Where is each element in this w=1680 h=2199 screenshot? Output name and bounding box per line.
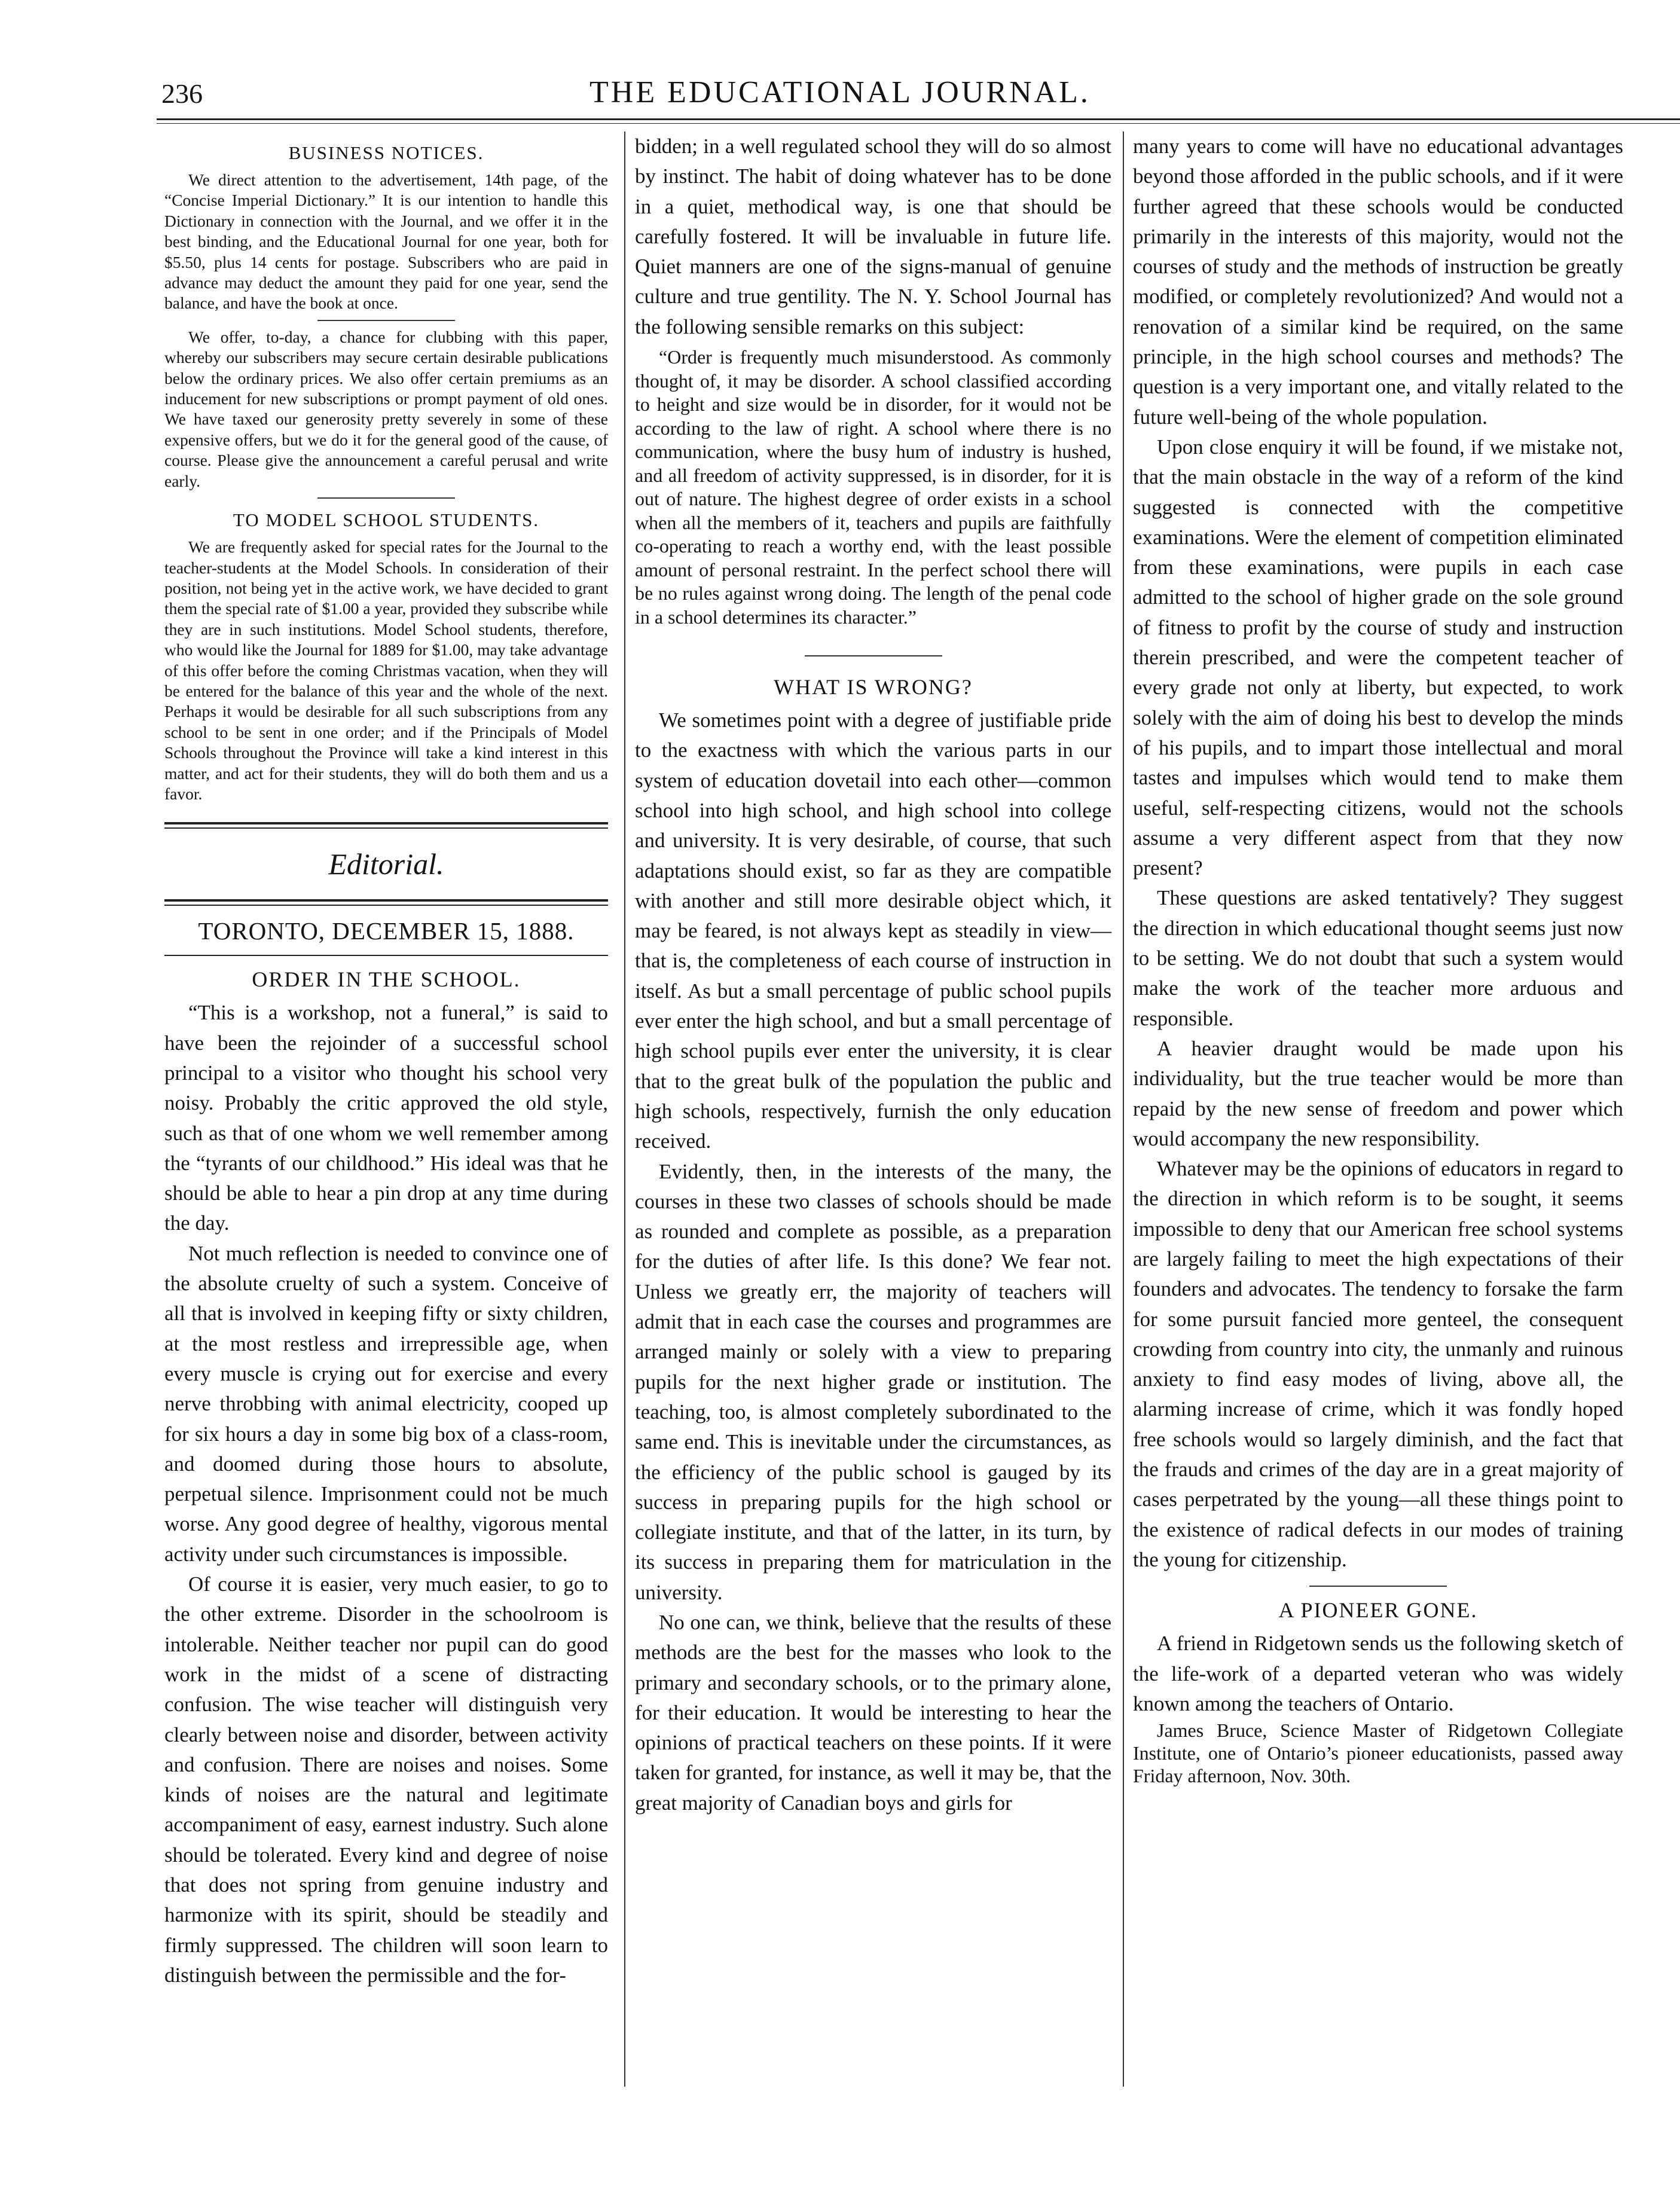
- wrong-paragraph: A heavier draught would be made upon his individuality, but the true teacher would be more than repaid by the new sense of freedom and power which would accompany the new responsibility.: [1133, 1036, 1623, 1150]
- section-rule: [317, 497, 455, 499]
- section-rule: [805, 655, 942, 656]
- wrong-paragraph: We sometimes point with a degree of justifiable pride to the exactness with which the various parts in our system of education dovetail into each other—common school into high school, and high school into college and university. It is very desirable, of course, that such adaptations should exist, so far as they are compatible with another and still more desirable object which, it may be feared, is not always kept as steadily in view—that is, the completeness of each course of instruction in itself. As but a small percentage of public school pupils ever enter the high school, and but a small percentage of high school pupils ever enter the university, it is clear that to the great bulk of the population the public and high schools, respectively, furnish the only education received.: [635, 708, 1111, 1153]
- pioneer-gone-heading: A PIONEER GONE.: [1278, 1598, 1478, 1623]
- business-notices-paragraph: We direct attention to the advertisement, 14th page, of the “Concise Imperial Dictionary.” It is our intention to handle this Dictionary in connection with the Journal, and we offer it in the best binding, and the Educational Journal for one year, both for $5.50, plus 14 cents for postage. Subscribers who are paid in advance may deduct the amount they paid for one year, send the balance, and have the book at once.: [164, 170, 608, 313]
- wrong-paragraph: Upon close enquiry it will be found, if we mistake not, that the main obstacle in the way of a reform of the kind suggested is connected with the competitive examinations. Were the element of competition eliminated from these examinations, were pupils in each case admitted to the school of higher grade on the sole ground of fitness to profit by the course of study and instruction therein prescribed, and were the competent teacher of every grade not only at liberty, but expected, to work solely with the aim of doing his best to develop the minds of his pupils, and to impart those intellectual and moral tastes and impulses which would tend to make them useful, self-respecting citizens, would not the schools assume a very different aspect from that they now present?: [1133, 435, 1623, 880]
- editorial-rule-thin: [164, 905, 608, 906]
- order-paragraph: Of course it is easier, very much easier, to go to the other extreme. Disorder in the schoolroom is intolerable. Neither teacher nor pupil can do good work in the midst of a scene of distracting confusion. The wise teacher will distinguish very clearly between noise and disorder, between activity and confusion. There are noises and noises. Some kinds of noises are the natural and legitimate accompaniment of easy, earnest industry. Such alone should be tolerated. Every kind and degree of noise that does not spring from genuine industry and harmonize with its spirit, should be steadily and firmly suppressed. The children will soon learn to distinguish between the permissible and the for-: [164, 1572, 608, 1987]
- order-in-school-heading: ORDER IN THE SCHOOL.: [252, 967, 521, 992]
- section-rule: [1309, 1586, 1447, 1587]
- header-rule: [157, 118, 1680, 120]
- pioneer-paragraph: A friend in Ridgetown sends us the following sketch of the life-work of a departed veteran who was widely known among the teachers of Ontario.: [1133, 1632, 1623, 1715]
- column-1: [164, 132, 608, 1990]
- editorial-dateline: TORONTO, DECEMBER 15, 1888.: [198, 917, 575, 945]
- model-school-paragraph: We are frequently asked for special rates for the Journal to the teacher-students at the Model Schools. In consideration of their position, not being yet in the active work, we have decided to grant them the special rate of $1.00 a year, provided they subscribe while they are in such institutions. Model School students, therefore, who would like the Journal for 1889 for $1.00, may take advantage of this offer before the coming Christmas vacation, when they will be entered for the balance of this year and the whole of the next. Perhaps it would be desirable for all such subscriptions from any school to be sent in one order; and if the Principals of Model Schools throughout the Province will take a kind interest in this matter, and act for their students, they will do both them and us a favor.: [164, 537, 608, 803]
- wrong-paragraph: Evidently, then, in the interests of the many, the courses in these two classes of schools should be made as rounded and complete as possible, as a preparation for the duties of after life. Is this done? We fear not. Unless we greatly err, the majority of teachers will admit that in each case the courses and programmes are arranged mainly or solely with a view to preparing pupils for the next higher grade or institution. The teaching, too, is almost completely subordinated to the same end. This is inevitable under the circumstances, as the efficiency of the public school is gauged by its success in preparing pupils for the high school or collegiate institute, and that of the latter, in its turn, by its success in preparing them for matriculation in the university.: [635, 1159, 1111, 1604]
- order-quote: “Order is frequently much misunderstood. As commonly thought of, it may be disorder. A school classified according to height and size would be in disorder, for it would not be according to the law of right. A school where there is no communication, where the busy hum of industry is hushed, and all freedom of activity suppressed, is in disorder, for it is out of nature. The highest degree of order exists in a school when all the members of it, teachers and pupils are faithfully co-operating to reach a worthy end, with the least possible amount of personal restraint. In the perfect school there will be no rules against wrong doing. The length of the penal code in a school determines its character.”: [635, 346, 1111, 628]
- column-2: [635, 132, 1111, 1818]
- order-paragraph: “This is a workshop, not a funeral,” is said to have been the rejoinder of a successful school principal to a visitor who thought his school very noisy. Probably the critic approved the old style, such as that of one whom we well remember among the “tyrants of our childhood.” His ideal was that he should be able to hear a pin drop at any time during the day.: [164, 1001, 608, 1235]
- header-rule-thin: [157, 123, 1680, 124]
- wrong-paragraph-continued: many years to come will have no educational advantages beyond those afforded in the public schools, and if it were further agreed that these schools would be conducted primarily in the interests of this majority, would not the courses of study and the methods of instruction be greatly modified, or completely revolutionized? And would not a renovation of a similar kind be required, on the same principle, in the high school courses and methods? The question is a very important one, and vitally related to the future well-being of the whole population.: [1133, 135, 1623, 429]
- section-rule: [317, 320, 455, 321]
- journal-title: THE EDUCATIONAL JOURNAL.: [589, 75, 1091, 109]
- column-3: [1133, 132, 1623, 1787]
- editorial-title: Editorial.: [328, 847, 444, 881]
- pioneer-paragraph: James Bruce, Science Master of Ridgetown Collegiate Institute, one of Ontario’s pioneer educationists, passed away Friday afternoon, Nov. 30th.: [1133, 1720, 1623, 1787]
- column-divider-2: [1123, 132, 1124, 2087]
- column-divider-1: [624, 132, 625, 2087]
- model-school-heading: TO MODEL SCHOOL STUDENTS.: [233, 509, 540, 531]
- order-paragraph: Not much reflection is needed to convince one of the absolute cruelty of such a system. Conceive of all that is involved in keeping fifty or sixty children, at the most restless and irrepressible age, when every muscle is crying out for exercise and every nerve throbbing with animal electricity, cooped up for six hours a day in some big box of a class-room, and doomed during those hours to absolute, perpetual silence. Imprisonment could not be much worse. Any good degree of healthy, vigorous mental activity under such circumstances is impossible.: [164, 1241, 608, 1566]
- wrong-paragraph: These questions are asked tentatively? They suggest the direction in which educational thought seems just now to be setting. We do not doubt that such a system would make the work of the teacher more arduous and responsible.: [1133, 886, 1623, 1030]
- business-notices-heading: BUSINESS NOTICES.: [288, 142, 484, 163]
- wrong-paragraph: Whatever may be the opinions of educators in regard to the direction in which reform is to be sought, it seems impossible to deny that our American free school systems are largely failing to meet the high expectations of their founders and advocates. The tendency to forsake the farm for some pursuit fancied more genteel, the consequent crowding from country into city, the unmanly and ruinous anxiety to find easy modes of living, above all, the alarming increase of crime, which it was fondly hoped free schools would so largely diminish, and the fact that the frauds and crimes of the day are in a great majority of cases perpetrated by the young—all these things point to the existence of radical defects in our modes of training the young for citizenship.: [1133, 1157, 1623, 1571]
- editorial-rule: [164, 822, 608, 824]
- business-notices-paragraph: We offer, to-day, a chance for clubbing with this paper, whereby our subscribers may secure certain desirable publications below the ordinary prices. We also offer certain premiums as an inducement for new subscriptions or prompt payment of old ones. We have taxed our generosity pretty severely in some of these expensive offers, but we do it for the general good of the cause, of course. Please give the announcement a careful perusal and write early.: [164, 327, 608, 490]
- page-number: 236: [161, 78, 203, 109]
- order-paragraph-continued: bidden; in a well regulated school they will do so almost by instinct. The habit of doing whatever has to be done in a quiet, methodical way, is one that should be carefully fostered. It will be invaluable in future life. Quiet manners are one of the signs-manual of genuine culture and true gentility. The N. Y. School Journal has the following sensible remarks on this subject:: [635, 135, 1111, 338]
- dateline-rule: [164, 955, 608, 956]
- wrong-paragraph: No one can, we think, believe that the results of these methods are the best for the masses who look to the primary and secondary schools, or to the primary alone, for their education. It would be interesting to hear the opinions of practical teachers on these points. If it were taken for granted, for instance, as well it may be, that the great majority of Canadian boys and girls for: [635, 1610, 1111, 1815]
- editorial-rule: [164, 899, 608, 902]
- editorial-rule-thin: [164, 827, 608, 829]
- what-is-wrong-heading: WHAT IS WRONG?: [774, 675, 973, 700]
